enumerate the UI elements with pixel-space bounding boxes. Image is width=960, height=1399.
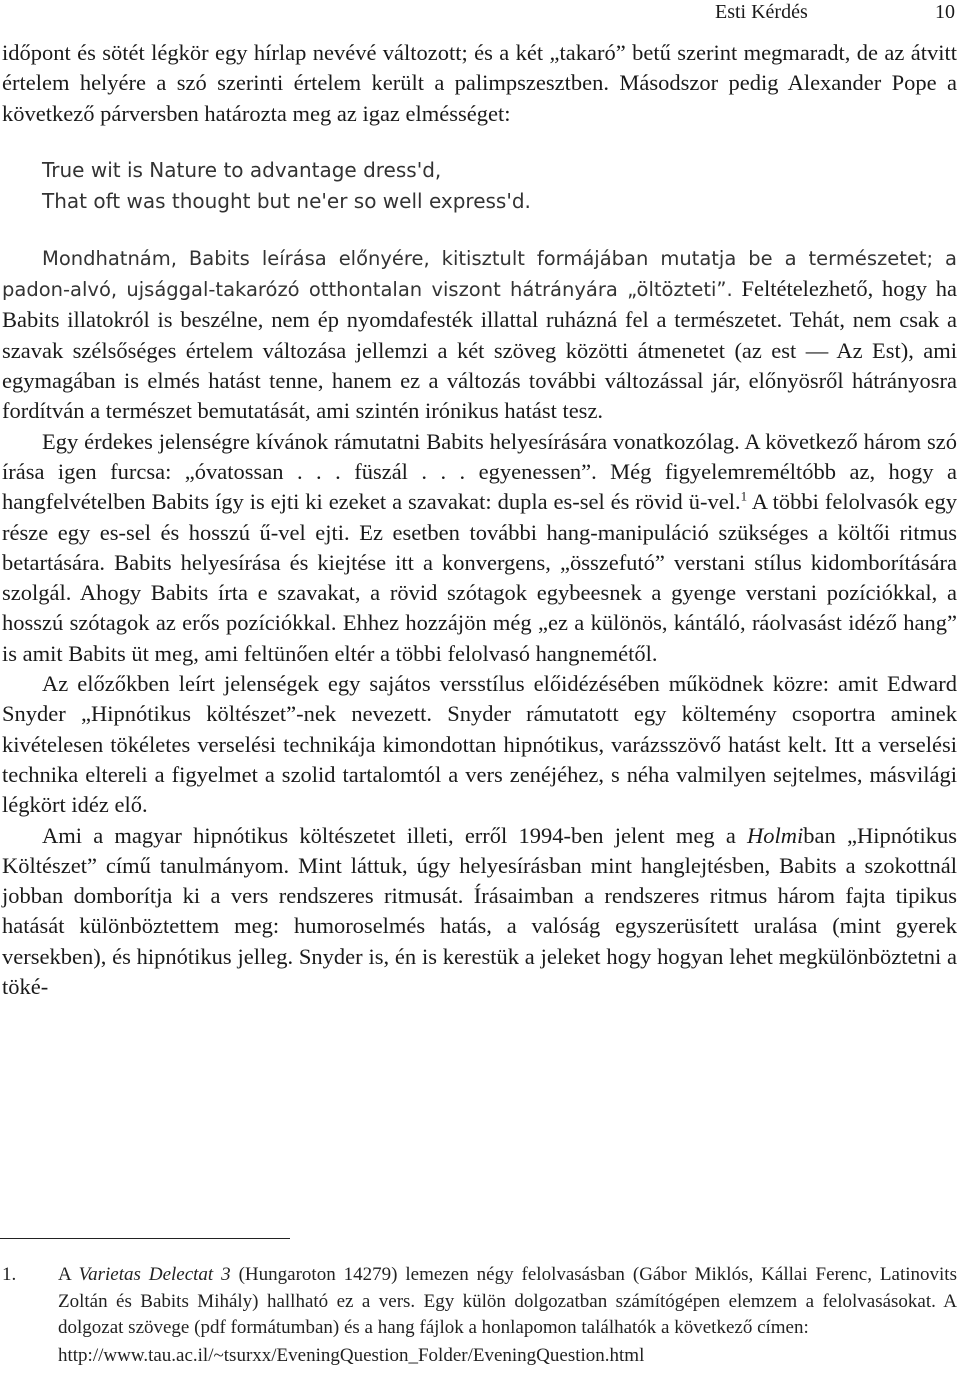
paragraph-4: Az előzőkben leírt jelenségek egy sajátos versstílus előidézésében működnek közre: amit Edward Snyder „Hipnótikus költészet”-nek nevezett. Snyder rámutatott egy költemény csoportra aminek kivételesen tökéletes verselési technikája kimondottan hipnótikus, varázsszövő hatást kelt. Itt a verselési technika eltereli a figyelmet a szolid tartalomtól a vers zenéjéhez, s néha valmilyen sejtelmes, másvilági légkört idéz elő. xyxy=(2,671,957,818)
footnote-1 xyxy=(2,1262,957,1369)
footnote-text xyxy=(58,1262,957,1342)
paragraph-5-part-a: Ami a magyar hipnótikus költészetet illeti, erről 1994-ben jelent meg a xyxy=(42,822,748,848)
paragraph-5 xyxy=(2,821,957,1003)
footnote-url-link[interactable]: http://www.tau.ac.il/~tsurxx/EveningQuestion_Folder/EveningQuestion.html xyxy=(58,1344,645,1366)
page-number: 10 xyxy=(935,1,955,23)
poem-quote xyxy=(42,155,957,217)
body-text xyxy=(2,38,957,1002)
footnote-text-b: (Hungaroton 14279) lemezen négy felolvasásban (Gábor Miklós, Kállai Ferenc, Latinovits Zoltán és Babits Mihály) hallható ez a vers. Egy külön dolgozatban számítógépen elemzem a felolvasásokat. A dolgozat szövege (pdf formátumban) és a hang fájlok a honlapomon találhatók a következő címen: xyxy=(58,1264,957,1338)
footnote-number: 1. xyxy=(2,1264,17,1285)
footnote-text-a: A xyxy=(58,1264,79,1285)
paragraph-2-rest: Feltételezhető, hogy ha Babits illatokról is beszélne, nem ép nyomdafesték illattal ruházná fel a természetet. Tehát, nem csak a szavak szélsőséges értelem változása jellemzi a két szöveg közötti átmenetet (az est — Az Est), ami egymagában is elmés hatást tenne, hanem ez a változás további változással jár, előnyösről hátrányosra fordítván a természet bemutatását, ami szintén irónikus hatást tesz. xyxy=(2,276,957,424)
poem-line-1: True wit is Nature to advantage dress'd, xyxy=(42,157,442,182)
paragraph-5-part-b: ban „Hipnótikus Költészet” című tanulmányom. Mint láttuk, úgy helyesírásban mint hanglejtésben, Babits a szokottnál jobban domborítja ki a vers rendszeres ritmusát. Írásaimban a rendszeres ritmus három fajta tipikus hatását különböztettem meg: humoroselmés hatás, a valóság egyszerüsített uralása (mint gyerek versekben), és hipnótikus jelleg. Snyder is, én is kerestük a jeleket hogy hogyan lehet megkülönböztetni a töké- xyxy=(2,822,957,1000)
paragraph-3-part-a: Egy érdekes jelenségre kívánok rámutatni Babits helyesírására vonatkozólag. A következő három szó írása igen furcsa: „óvatossan . . . füszál . . . egyenessen”. Még figyelemreméltóbb az, hogy a hangfelvételben Babits így is ejti ki ezeket a szavakat: dupla es-sel és rövid ü-vel. xyxy=(2,428,957,515)
paragraph-1: időpont és sötét légkör egy hírlap nevévé változott; és a két „takaró” betű szerint megmaradt, de az átvitt értelem helyére a szó szerinti értelem került a palimpszesztben. Másodszor pedig Alexander Pope a következő párversben határozta meg az igaz elmésséget: xyxy=(2,40,957,126)
poem-line-2: That oft was thought but ne'er so well express'd. xyxy=(42,188,531,213)
journal-title: Holmi xyxy=(747,822,804,848)
paragraph-2 xyxy=(2,243,957,427)
paragraph-3-part-b: A többi felolvasók egy része egy es-sel és hosszú ű-vel ejti. Ez esetben további hang-manipuláció szükséges a költői ritmus betartására. Babits helyesírása és kiejtése itt a konvergens, „összefutó” verstani stílus kidomborítására szolgál. Ahogy Babits írta e szavakat, a rövid szótagok egybeesnek a gyenge verstani pozíciókkal, a hosszú szótagok az erős pozíciókkal. Ehhez hozzájön még „ez a különös, kántáló, ráolvasást idéző hang” is amit Babits üt meg, ami feltünően eltér a többi felolvasó hangnemétől. xyxy=(2,489,957,666)
page-header xyxy=(0,0,960,28)
footnote-separator xyxy=(0,1238,290,1239)
paragraph-2-sans: Mondhatnám, Babits leírása előnyére, kitisztult formájában mutatja be a természetet; a padon-alvó, ujsággal-takarózó otthontalan viszont hátrányára „öltözteti”. xyxy=(2,246,957,302)
running-title: Esti Kérdés xyxy=(715,1,808,23)
paragraph-3 xyxy=(2,427,957,669)
album-title: Varietas Delectat 3 xyxy=(78,1264,231,1285)
footnote-ref-1[interactable]: 1 xyxy=(740,488,748,504)
